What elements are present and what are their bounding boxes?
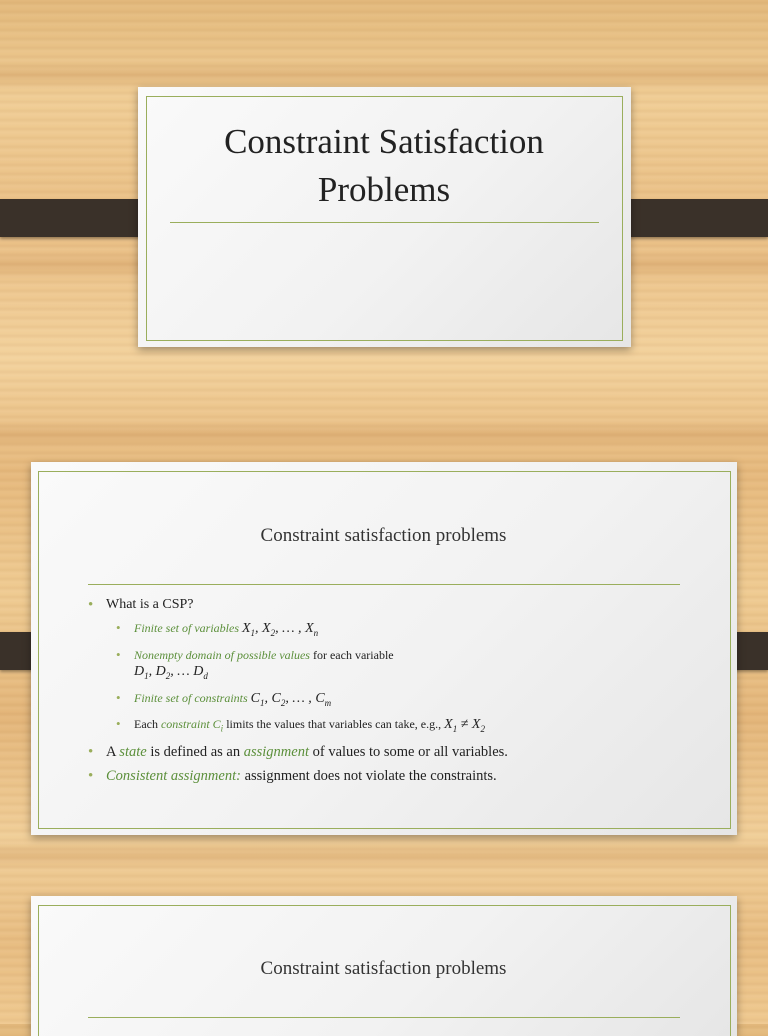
bullet-state bbox=[88, 743, 708, 761]
title-line-2: Problems bbox=[317, 170, 451, 209]
state-rest: of values to some or all variables. bbox=[312, 744, 508, 761]
bullet-constraints bbox=[116, 690, 708, 711]
slide-3-rule bbox=[88, 1017, 680, 1018]
variables-math: $X_1$, $X_2$, … , $X_n$ bbox=[241, 621, 319, 638]
state-a: A bbox=[106, 744, 116, 761]
variables-label: Finite set of variables bbox=[134, 621, 239, 635]
bullet-text: What is a CSP? bbox=[106, 597, 194, 612]
bullet-consistent bbox=[88, 767, 708, 785]
slide-2-bullets bbox=[88, 596, 708, 791]
domain-math: $D_1$, $D_2$, … $D_d$ bbox=[134, 663, 208, 681]
state-word: state bbox=[119, 744, 147, 761]
constraints-label: Finite set of constraints bbox=[134, 690, 248, 705]
binder-strap-left-1 bbox=[0, 199, 156, 237]
slide-1-rule bbox=[170, 222, 599, 223]
each-example-math: $X_1 \ne X_2$ bbox=[444, 717, 485, 735]
each-constraint-label: constraint $C_i$ bbox=[160, 717, 224, 734]
constraints-math: $C_1$, $C_2$, … , $C_m$ bbox=[250, 690, 332, 708]
consistent-rest: assignment does not violate the constraints. bbox=[244, 768, 497, 785]
domain-label: Nonempty domain of possible values bbox=[134, 647, 310, 662]
state-assignment: assignment bbox=[243, 744, 309, 761]
consistent-label: Consistent assignment: bbox=[106, 768, 241, 785]
slide-2-rule bbox=[88, 584, 680, 585]
slide-1-title bbox=[150, 118, 618, 214]
slide-3-title: Constraint satisfaction problems bbox=[260, 958, 507, 979]
bullet-each-constraint bbox=[116, 716, 708, 737]
binder-strap-right-1 bbox=[612, 199, 768, 237]
domain-rest: for each variable bbox=[312, 647, 394, 662]
bullet-what-is-csp bbox=[88, 596, 708, 614]
bullet-domain bbox=[116, 647, 708, 684]
each-rest: limits the values that variables can take, e.g., bbox=[226, 717, 442, 732]
slide-2-title: Constraint satisfaction problems bbox=[260, 525, 507, 546]
title-line-1: Constraint Satisfaction bbox=[224, 122, 544, 161]
state-mid: is defined as an bbox=[150, 744, 241, 761]
bullet-variables bbox=[116, 620, 708, 641]
each-prefix: Each bbox=[134, 717, 158, 732]
